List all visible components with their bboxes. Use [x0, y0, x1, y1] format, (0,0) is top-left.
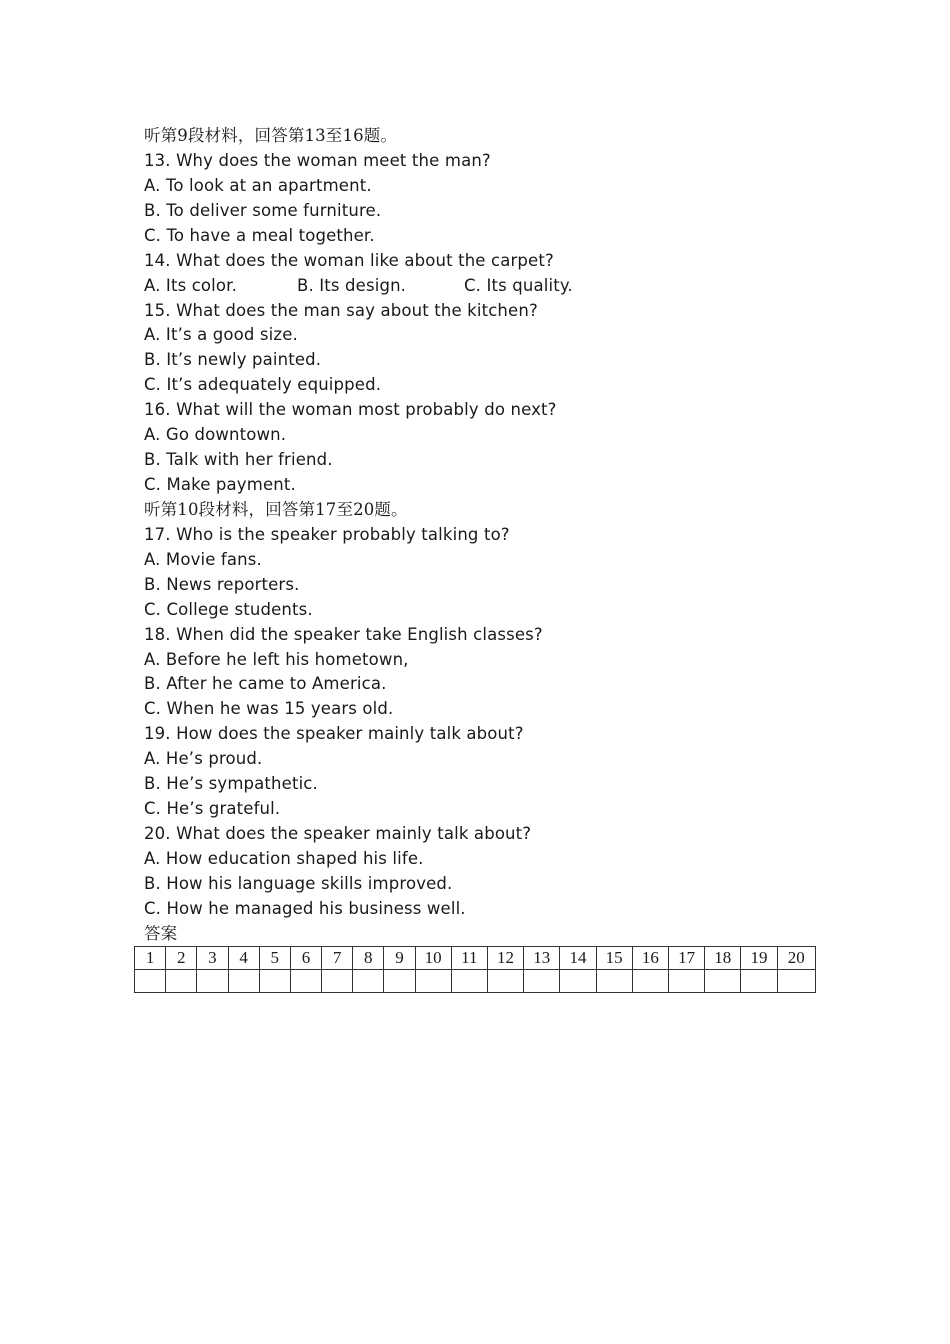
answer-number-row: [135, 947, 816, 970]
question-line: 19. How does the speaker mainly talk about?: [144, 724, 524, 744]
option-line: B. To deliver some furniture.: [144, 200, 382, 220]
answer-blank-cell[interactable]: [705, 970, 741, 993]
answer-number-cell: 2: [166, 947, 197, 970]
answer-number-cell: 16: [632, 947, 668, 970]
question-line: 15. What does the man say about the kitchen?: [144, 300, 538, 320]
answer-number-cell: 14: [560, 947, 596, 970]
answer-number-cell: 3: [197, 947, 228, 970]
option-line: C. When he was 15 years old.: [144, 699, 394, 719]
option-line: C. It’s adequately equipped.: [144, 375, 382, 395]
answer-heading: 答案: [144, 923, 178, 943]
answer-blank-cell[interactable]: [384, 970, 415, 993]
answer-blank-cell[interactable]: [228, 970, 259, 993]
option-line: B. It’s newly painted.: [144, 350, 322, 370]
answer-blank-cell[interactable]: [166, 970, 197, 993]
answer-number-cell: 20: [777, 947, 815, 970]
option-line: A. It’s a good size.: [144, 325, 298, 345]
answer-blank-cell[interactable]: [487, 970, 523, 993]
option-line: B. News reporters.: [144, 574, 300, 594]
question-line: 20. What does the speaker mainly talk about?: [144, 824, 532, 844]
option-line: C. He’s grateful.: [144, 799, 281, 819]
option-line: C. College students.: [144, 599, 313, 619]
answer-number-cell: 19: [741, 947, 777, 970]
answer-blank-cell[interactable]: [197, 970, 228, 993]
answer-blank-cell[interactable]: [259, 970, 290, 993]
question-line: 18. When did the speaker take English classes?: [144, 624, 543, 644]
option-line: A. Before he left his hometown,: [144, 649, 409, 669]
option-line: C. Make payment.: [144, 475, 296, 495]
answer-number-cell: 8: [353, 947, 384, 970]
answer-blank-cell[interactable]: [135, 970, 166, 993]
section-instruction: 听第9段材料，回答第13至16题。: [144, 126, 398, 145]
option-line: C. To have a meal together.: [144, 225, 375, 245]
answer-blank-cell[interactable]: [632, 970, 668, 993]
question-line: 17. Who is the speaker probably talking to?: [144, 524, 510, 544]
answer-number-cell: 11: [451, 947, 487, 970]
question-line: 16. What will the woman most probably do next?: [144, 400, 557, 420]
option-line: B. He’s sympathetic.: [144, 774, 318, 794]
option-item: C. Its quality.: [464, 275, 573, 295]
answer-number-cell: 4: [228, 947, 259, 970]
answer-number-cell: 9: [384, 947, 415, 970]
option-line: B. After he came to America.: [144, 674, 387, 694]
option-line: A. Go downtown.: [144, 425, 287, 445]
answer-blank-cell[interactable]: [741, 970, 777, 993]
answer-number-cell: 12: [487, 947, 523, 970]
answer-number-cell: 6: [290, 947, 321, 970]
option-line: A. He’s proud.: [144, 749, 263, 769]
answer-blank-cell[interactable]: [415, 970, 451, 993]
answer-blank-row: [135, 970, 816, 993]
answer-number-cell: 17: [668, 947, 704, 970]
answer-blank-cell[interactable]: [322, 970, 353, 993]
option-line: B. Talk with her friend.: [144, 450, 333, 470]
answer-blank-cell[interactable]: [451, 970, 487, 993]
option-item: A. Its color.: [144, 275, 237, 295]
answer-table: [134, 946, 816, 993]
answer-number-cell: 1: [135, 947, 166, 970]
answer-blank-cell[interactable]: [524, 970, 560, 993]
answer-number-cell: 10: [415, 947, 451, 970]
answer-number-cell: 7: [322, 947, 353, 970]
answer-blank-cell[interactable]: [668, 970, 704, 993]
answer-blank-cell[interactable]: [560, 970, 596, 993]
answer-number-cell: 13: [524, 947, 560, 970]
answer-number-cell: 5: [259, 947, 290, 970]
question-line: 13. Why does the woman meet the man?: [144, 150, 491, 170]
option-item: B. Its design.: [297, 275, 407, 295]
question-line: 14. What does the woman like about the carpet?: [144, 250, 554, 270]
option-line: B. How his language skills improved.: [144, 873, 453, 893]
option-line: C. How he managed his business well.: [144, 898, 466, 918]
answer-number-cell: 18: [705, 947, 741, 970]
answer-blank-cell[interactable]: [596, 970, 632, 993]
answer-blank-cell[interactable]: [290, 970, 321, 993]
option-line: A. Movie fans.: [144, 549, 262, 569]
answer-number-cell: 15: [596, 947, 632, 970]
section-instruction: 听第10段材料，回答第17至20题。: [144, 499, 408, 519]
answer-blank-cell[interactable]: [777, 970, 815, 993]
option-line: A. To look at an apartment.: [144, 175, 372, 195]
answer-blank-cell[interactable]: [353, 970, 384, 993]
option-line: A. How education shaped his life.: [144, 848, 424, 868]
